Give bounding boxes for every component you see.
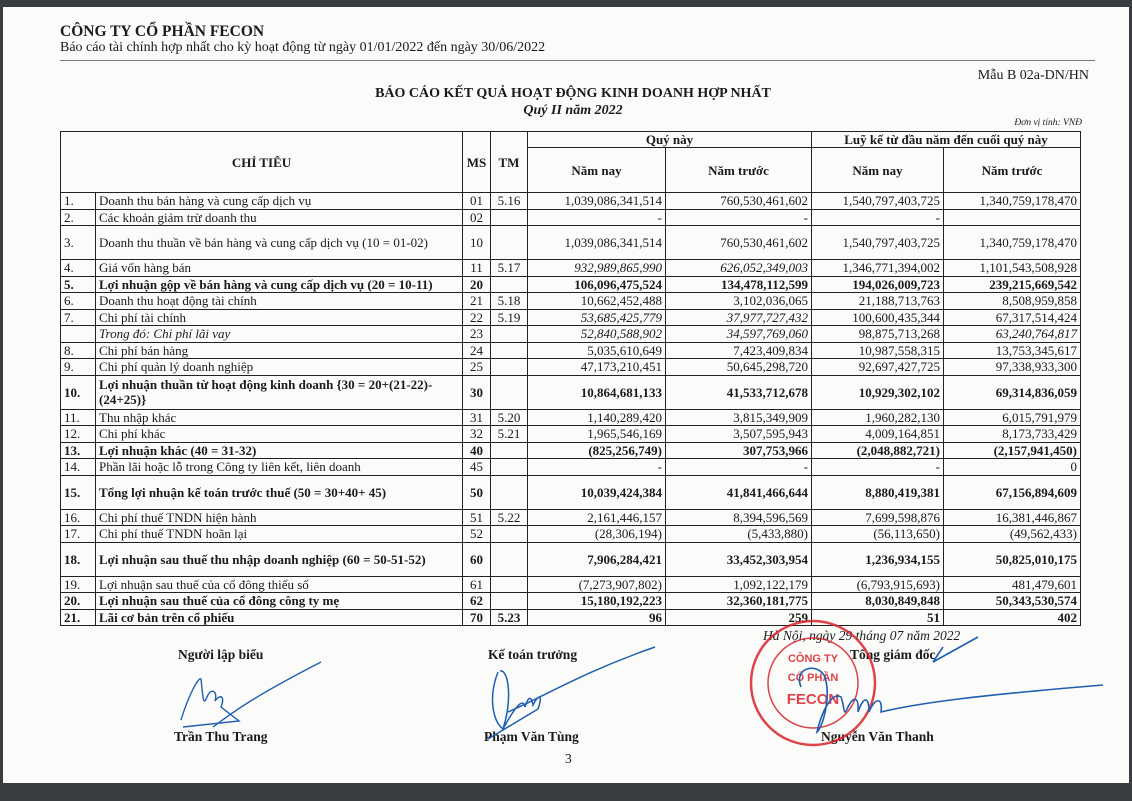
row-note: 5.21 bbox=[491, 426, 528, 443]
svg-text:CÔNG TY: CÔNG TY bbox=[787, 653, 839, 665]
row-label: Trong đó: Chi phí lãi vay bbox=[96, 326, 463, 343]
value-quarter-this-year: 1,039,086,341,514 bbox=[528, 226, 666, 260]
value-ytd-this-year: 1,236,934,155 bbox=[812, 542, 944, 576]
row-note bbox=[491, 326, 528, 343]
row-number: 10. bbox=[61, 375, 96, 409]
row-number: 18. bbox=[61, 542, 96, 576]
header-q-this-year: Năm nay bbox=[528, 148, 666, 193]
director-title: Tổng giám đốc bbox=[850, 647, 936, 662]
row-note: 5.18 bbox=[491, 293, 528, 310]
row-number bbox=[61, 326, 96, 343]
row-note: 5.19 bbox=[491, 309, 528, 326]
row-number: 6. bbox=[61, 293, 96, 310]
value-quarter-last-year: 41,841,466,644 bbox=[666, 475, 812, 509]
value-quarter-last-year: 37,977,727,432 bbox=[666, 309, 812, 326]
row-ms-code: 61 bbox=[463, 576, 491, 593]
value-quarter-this-year: 1,039,086,341,514 bbox=[528, 193, 666, 210]
value-quarter-this-year: - bbox=[528, 209, 666, 226]
value-ytd-last-year: 97,338,933,300 bbox=[944, 359, 1081, 376]
row-ms-code: 40 bbox=[463, 442, 491, 459]
table-row bbox=[61, 293, 1081, 310]
signature-preparer bbox=[181, 662, 321, 727]
value-quarter-this-year: 5,035,610,649 bbox=[528, 342, 666, 359]
row-ms-code: 32 bbox=[463, 426, 491, 443]
report-title: BÁO CÁO KẾT QUẢ HOẠT ĐỘNG KINH DOANH HỢP NHẤT bbox=[375, 86, 771, 101]
row-number: 15. bbox=[61, 475, 96, 509]
value-quarter-last-year: 3,507,595,943 bbox=[666, 426, 812, 443]
value-ytd-this-year: 92,697,427,725 bbox=[812, 359, 944, 376]
value-quarter-last-year: 8,394,596,569 bbox=[666, 509, 812, 526]
row-note bbox=[491, 593, 528, 610]
value-quarter-this-year: 106,096,475,524 bbox=[528, 276, 666, 293]
value-quarter-this-year: 52,840,588,902 bbox=[528, 326, 666, 343]
value-quarter-last-year: 307,753,966 bbox=[666, 442, 812, 459]
svg-text:CỔ PHẦN: CỔ PHẦN bbox=[787, 672, 839, 684]
row-ms-code: 45 bbox=[463, 459, 491, 476]
row-label: Chi phí thuế TNDN hiện hành bbox=[96, 509, 463, 526]
value-quarter-last-year: 34,597,769,060 bbox=[666, 326, 812, 343]
preparer-name: Trần Thu Trang bbox=[174, 729, 268, 744]
value-quarter-last-year: 626,052,349,003 bbox=[666, 260, 812, 277]
row-label: Giá vốn hàng bán bbox=[96, 260, 463, 277]
header-tm: TM bbox=[491, 132, 528, 193]
table-row bbox=[61, 309, 1081, 326]
value-ytd-last-year: 16,381,446,867 bbox=[944, 509, 1081, 526]
header-q-last-year: Năm trước bbox=[666, 148, 812, 193]
row-ms-code: 51 bbox=[463, 509, 491, 526]
table-row bbox=[61, 542, 1081, 576]
row-label: Phần lãi hoặc lỗ trong Công ty liên kết, liên doanh bbox=[96, 459, 463, 476]
row-label: Chi phí khác bbox=[96, 426, 463, 443]
report-subtitle: Báo cáo tài chính hợp nhất cho kỳ hoạt động từ ngày 01/01/2022 đến ngày 30/06/2022 bbox=[60, 40, 546, 55]
row-number: 8. bbox=[61, 342, 96, 359]
value-quarter-last-year: 134,478,112,599 bbox=[666, 276, 812, 293]
value-quarter-last-year: - bbox=[666, 209, 812, 226]
value-ytd-this-year: (56,113,650) bbox=[812, 526, 944, 543]
value-quarter-this-year: 53,685,425,779 bbox=[528, 309, 666, 326]
row-number: 9. bbox=[61, 359, 96, 376]
row-ms-code: 20 bbox=[463, 276, 491, 293]
row-ms-code: 22 bbox=[463, 309, 491, 326]
row-note bbox=[491, 375, 528, 409]
signature-director bbox=[799, 637, 1103, 732]
value-ytd-last-year: 1,101,543,508,928 bbox=[944, 260, 1081, 277]
value-quarter-last-year: 32,360,181,775 bbox=[666, 593, 812, 610]
value-ytd-this-year: 1,346,771,394,002 bbox=[812, 260, 944, 277]
value-quarter-last-year: 7,423,409,834 bbox=[666, 342, 812, 359]
value-ytd-this-year: - bbox=[812, 459, 944, 476]
row-label: Lợi nhuận thuần từ hoạt động kinh doanh {30 = 20+(21-22)-(24+25)} bbox=[96, 375, 463, 409]
value-ytd-this-year: (2,048,882,721) bbox=[812, 442, 944, 459]
row-label: Lãi cơ bản trên cổ phiếu bbox=[96, 609, 463, 626]
value-quarter-last-year: (5,433,880) bbox=[666, 526, 812, 543]
director-name: Nguyễn Văn Thanh bbox=[821, 729, 934, 744]
value-ytd-this-year: 98,875,713,268 bbox=[812, 326, 944, 343]
table-row bbox=[61, 260, 1081, 277]
value-ytd-this-year: 10,987,558,315 bbox=[812, 342, 944, 359]
value-ytd-this-year: 7,699,598,876 bbox=[812, 509, 944, 526]
value-ytd-last-year: 1,340,759,178,470 bbox=[944, 226, 1081, 260]
value-ytd-last-year: 50,343,530,574 bbox=[944, 593, 1081, 610]
header-quarter: Quý này bbox=[528, 132, 812, 148]
table-row bbox=[61, 409, 1081, 426]
company-name: CÔNG TY CỔ PHẦN FECON bbox=[60, 23, 265, 40]
row-number: 12. bbox=[61, 426, 96, 443]
row-label: Doanh thu hoạt động tài chính bbox=[96, 293, 463, 310]
value-quarter-this-year: 96 bbox=[528, 609, 666, 626]
report-period: Quý II năm 2022 bbox=[523, 103, 623, 118]
table-row bbox=[61, 442, 1081, 459]
row-ms-code: 01 bbox=[463, 193, 491, 210]
table-row bbox=[61, 209, 1081, 226]
income-statement-table bbox=[60, 131, 1081, 626]
value-ytd-this-year: 1,960,282,130 bbox=[812, 409, 944, 426]
table-row bbox=[61, 609, 1081, 626]
row-number: 5. bbox=[61, 276, 96, 293]
row-ms-code: 62 bbox=[463, 593, 491, 610]
table-row bbox=[61, 526, 1081, 543]
row-number: 21. bbox=[61, 609, 96, 626]
row-number: 7. bbox=[61, 309, 96, 326]
value-quarter-last-year: 259 bbox=[666, 609, 812, 626]
value-quarter-last-year: 50,645,298,720 bbox=[666, 359, 812, 376]
value-quarter-last-year: 760,530,461,602 bbox=[666, 193, 812, 210]
accountant-title: Kế toán trưởng bbox=[488, 647, 578, 662]
accountant-name: Phạm Văn Tùng bbox=[484, 729, 579, 744]
table-body bbox=[61, 193, 1081, 626]
value-ytd-this-year: 21,188,713,763 bbox=[812, 293, 944, 310]
row-note bbox=[491, 342, 528, 359]
value-quarter-last-year: 33,452,303,954 bbox=[666, 542, 812, 576]
row-number: 11. bbox=[61, 409, 96, 426]
value-ytd-last-year: 8,508,959,858 bbox=[944, 293, 1081, 310]
value-quarter-this-year: 932,989,865,990 bbox=[528, 260, 666, 277]
row-ms-code: 23 bbox=[463, 326, 491, 343]
table-row bbox=[61, 475, 1081, 509]
value-quarter-this-year: 10,662,452,488 bbox=[528, 293, 666, 310]
row-label: Lợi nhuận sau thuế của cổ đông công ty mẹ bbox=[96, 593, 463, 610]
table-row bbox=[61, 276, 1081, 293]
table-row bbox=[61, 593, 1081, 610]
value-ytd-last-year: 481,479,601 bbox=[944, 576, 1081, 593]
header-item: CHỈ TIÊU bbox=[61, 132, 463, 193]
row-number: 17. bbox=[61, 526, 96, 543]
value-ytd-this-year: 8,880,419,381 bbox=[812, 475, 944, 509]
table-row bbox=[61, 326, 1081, 343]
value-ytd-last-year: (2,157,941,450) bbox=[944, 442, 1081, 459]
row-note: 5.17 bbox=[491, 260, 528, 277]
value-quarter-this-year: (7,273,907,802) bbox=[528, 576, 666, 593]
value-quarter-last-year: - bbox=[666, 459, 812, 476]
table-row bbox=[61, 459, 1081, 476]
row-number: 4. bbox=[61, 260, 96, 277]
row-number: 20. bbox=[61, 593, 96, 610]
table-row bbox=[61, 193, 1081, 210]
value-ytd-last-year: 67,156,894,609 bbox=[944, 475, 1081, 509]
value-quarter-this-year: 1,140,289,420 bbox=[528, 409, 666, 426]
value-quarter-last-year: 3,102,036,065 bbox=[666, 293, 812, 310]
row-label: Chi phí bán hàng bbox=[96, 342, 463, 359]
row-label: Lợi nhuận sau thuế của cổ đông thiểu số bbox=[96, 576, 463, 593]
value-ytd-this-year: (6,793,915,693) bbox=[812, 576, 944, 593]
value-ytd-last-year: (49,562,433) bbox=[944, 526, 1081, 543]
preparer-title: Người lập biểu bbox=[178, 647, 264, 662]
header-ytd-this-year: Năm nay bbox=[812, 148, 944, 193]
row-label: Lợi nhuận sau thuế thu nhập doanh nghiệp (60 = 50-51-52) bbox=[96, 542, 463, 576]
document-page bbox=[3, 7, 1129, 783]
value-ytd-this-year: 10,929,302,102 bbox=[812, 375, 944, 409]
row-ms-code: 11 bbox=[463, 260, 491, 277]
row-note bbox=[491, 475, 528, 509]
table-row bbox=[61, 576, 1081, 593]
row-note bbox=[491, 226, 528, 260]
value-ytd-this-year: - bbox=[812, 209, 944, 226]
row-number: 16. bbox=[61, 509, 96, 526]
table-row bbox=[61, 226, 1081, 260]
table-row bbox=[61, 342, 1081, 359]
row-ms-code: 21 bbox=[463, 293, 491, 310]
value-ytd-this-year: 1,540,797,403,725 bbox=[812, 193, 944, 210]
row-label: Chi phí tài chính bbox=[96, 309, 463, 326]
row-note: 5.22 bbox=[491, 509, 528, 526]
table-row bbox=[61, 426, 1081, 443]
row-note: 5.16 bbox=[491, 193, 528, 210]
value-ytd-last-year: 0 bbox=[944, 459, 1081, 476]
row-ms-code: 52 bbox=[463, 526, 491, 543]
row-ms-code: 25 bbox=[463, 359, 491, 376]
value-quarter-last-year: 3,815,349,909 bbox=[666, 409, 812, 426]
value-quarter-this-year: - bbox=[528, 459, 666, 476]
row-note bbox=[491, 442, 528, 459]
value-quarter-this-year: 47,173,210,451 bbox=[528, 359, 666, 376]
value-quarter-last-year: 41,533,712,678 bbox=[666, 375, 812, 409]
row-note bbox=[491, 209, 528, 226]
row-label: Chi phí thuế TNDN hoãn lại bbox=[96, 526, 463, 543]
value-ytd-last-year: 13,753,345,617 bbox=[944, 342, 1081, 359]
row-ms-code: 60 bbox=[463, 542, 491, 576]
value-quarter-this-year: 2,161,446,157 bbox=[528, 509, 666, 526]
table-row bbox=[61, 509, 1081, 526]
value-ytd-last-year: 50,825,010,175 bbox=[944, 542, 1081, 576]
value-ytd-this-year: 1,540,797,403,725 bbox=[812, 226, 944, 260]
row-ms-code: 70 bbox=[463, 609, 491, 626]
value-ytd-last-year bbox=[944, 209, 1081, 226]
row-label: Tổng lợi nhuận kế toán trước thuế (50 = 30+40+ 45) bbox=[96, 475, 463, 509]
value-ytd-this-year: 8,030,849,848 bbox=[812, 593, 944, 610]
page-number: 3 bbox=[565, 751, 572, 766]
header-ms: MS bbox=[463, 132, 491, 193]
row-ms-code: 10 bbox=[463, 226, 491, 260]
row-note: 5.23 bbox=[491, 609, 528, 626]
row-ms-code: 24 bbox=[463, 342, 491, 359]
value-ytd-this-year: 4,009,164,851 bbox=[812, 426, 944, 443]
value-ytd-last-year: 8,173,733,429 bbox=[944, 426, 1081, 443]
header-divider bbox=[60, 60, 1095, 61]
row-note bbox=[491, 276, 528, 293]
row-number: 13. bbox=[61, 442, 96, 459]
row-ms-code: 30 bbox=[463, 375, 491, 409]
row-ms-code: 31 bbox=[463, 409, 491, 426]
value-quarter-last-year: 1,092,122,179 bbox=[666, 576, 812, 593]
row-number: 14. bbox=[61, 459, 96, 476]
table-row bbox=[61, 375, 1081, 409]
row-note bbox=[491, 459, 528, 476]
value-ytd-this-year: 194,026,009,723 bbox=[812, 276, 944, 293]
value-quarter-this-year: (825,256,749) bbox=[528, 442, 666, 459]
header-ytd-last-year: Năm trước bbox=[944, 148, 1081, 193]
value-ytd-last-year: 67,317,514,424 bbox=[944, 309, 1081, 326]
value-quarter-this-year: 1,965,546,169 bbox=[528, 426, 666, 443]
row-label: Lợi nhuận gộp về bán hàng và cung cấp dịch vụ (20 = 10-11) bbox=[96, 276, 463, 293]
value-ytd-last-year: 69,314,836,059 bbox=[944, 375, 1081, 409]
row-ms-code: 50 bbox=[463, 475, 491, 509]
row-number: 2. bbox=[61, 209, 96, 226]
value-ytd-last-year: 402 bbox=[944, 609, 1081, 626]
row-note bbox=[491, 576, 528, 593]
signing-date: Hà Nội, ngày 29 tháng 07 năm 2022 bbox=[763, 628, 961, 643]
svg-text:FECON: FECON bbox=[786, 691, 840, 708]
row-note bbox=[491, 526, 528, 543]
row-label: Lợi nhuận khác (40 = 31-32) bbox=[96, 442, 463, 459]
value-ytd-last-year: 1,340,759,178,470 bbox=[944, 193, 1081, 210]
row-note: 5.20 bbox=[491, 409, 528, 426]
currency-unit: Đơn vị tính: VNĐ bbox=[1014, 118, 1082, 128]
row-number: 19. bbox=[61, 576, 96, 593]
row-label: Thu nhập khác bbox=[96, 409, 463, 426]
row-note bbox=[491, 542, 528, 576]
value-quarter-this-year: 10,864,681,133 bbox=[528, 375, 666, 409]
table-row bbox=[61, 359, 1081, 376]
row-number: 1. bbox=[61, 193, 96, 210]
row-label: Các khoản giảm trừ doanh thu bbox=[96, 209, 463, 226]
value-ytd-last-year: 6,015,791,979 bbox=[944, 409, 1081, 426]
row-number: 3. bbox=[61, 226, 96, 260]
row-label: Doanh thu bán hàng và cung cấp dịch vụ bbox=[96, 193, 463, 210]
value-quarter-last-year: 760,530,461,602 bbox=[666, 226, 812, 260]
row-note bbox=[491, 359, 528, 376]
value-quarter-this-year: 10,039,424,384 bbox=[528, 475, 666, 509]
value-ytd-last-year: 239,215,669,542 bbox=[944, 276, 1081, 293]
form-code: Mẫu B 02a-DN/HN bbox=[977, 68, 1089, 83]
row-label: Chi phí quản lý doanh nghiệp bbox=[96, 359, 463, 376]
value-ytd-this-year: 100,600,435,344 bbox=[812, 309, 944, 326]
row-label: Doanh thu thuần về bán hàng và cung cấp dịch vụ (10 = 01-02) bbox=[96, 226, 463, 260]
value-ytd-last-year: 63,240,764,817 bbox=[944, 326, 1081, 343]
value-quarter-this-year: (28,306,194) bbox=[528, 526, 666, 543]
value-ytd-this-year: 51 bbox=[812, 609, 944, 626]
header-ytd: Luỹ kế từ đầu năm đến cuối quý này bbox=[812, 132, 1081, 148]
value-quarter-this-year: 15,180,192,223 bbox=[528, 593, 666, 610]
row-ms-code: 02 bbox=[463, 209, 491, 226]
value-quarter-this-year: 7,906,284,421 bbox=[528, 542, 666, 576]
